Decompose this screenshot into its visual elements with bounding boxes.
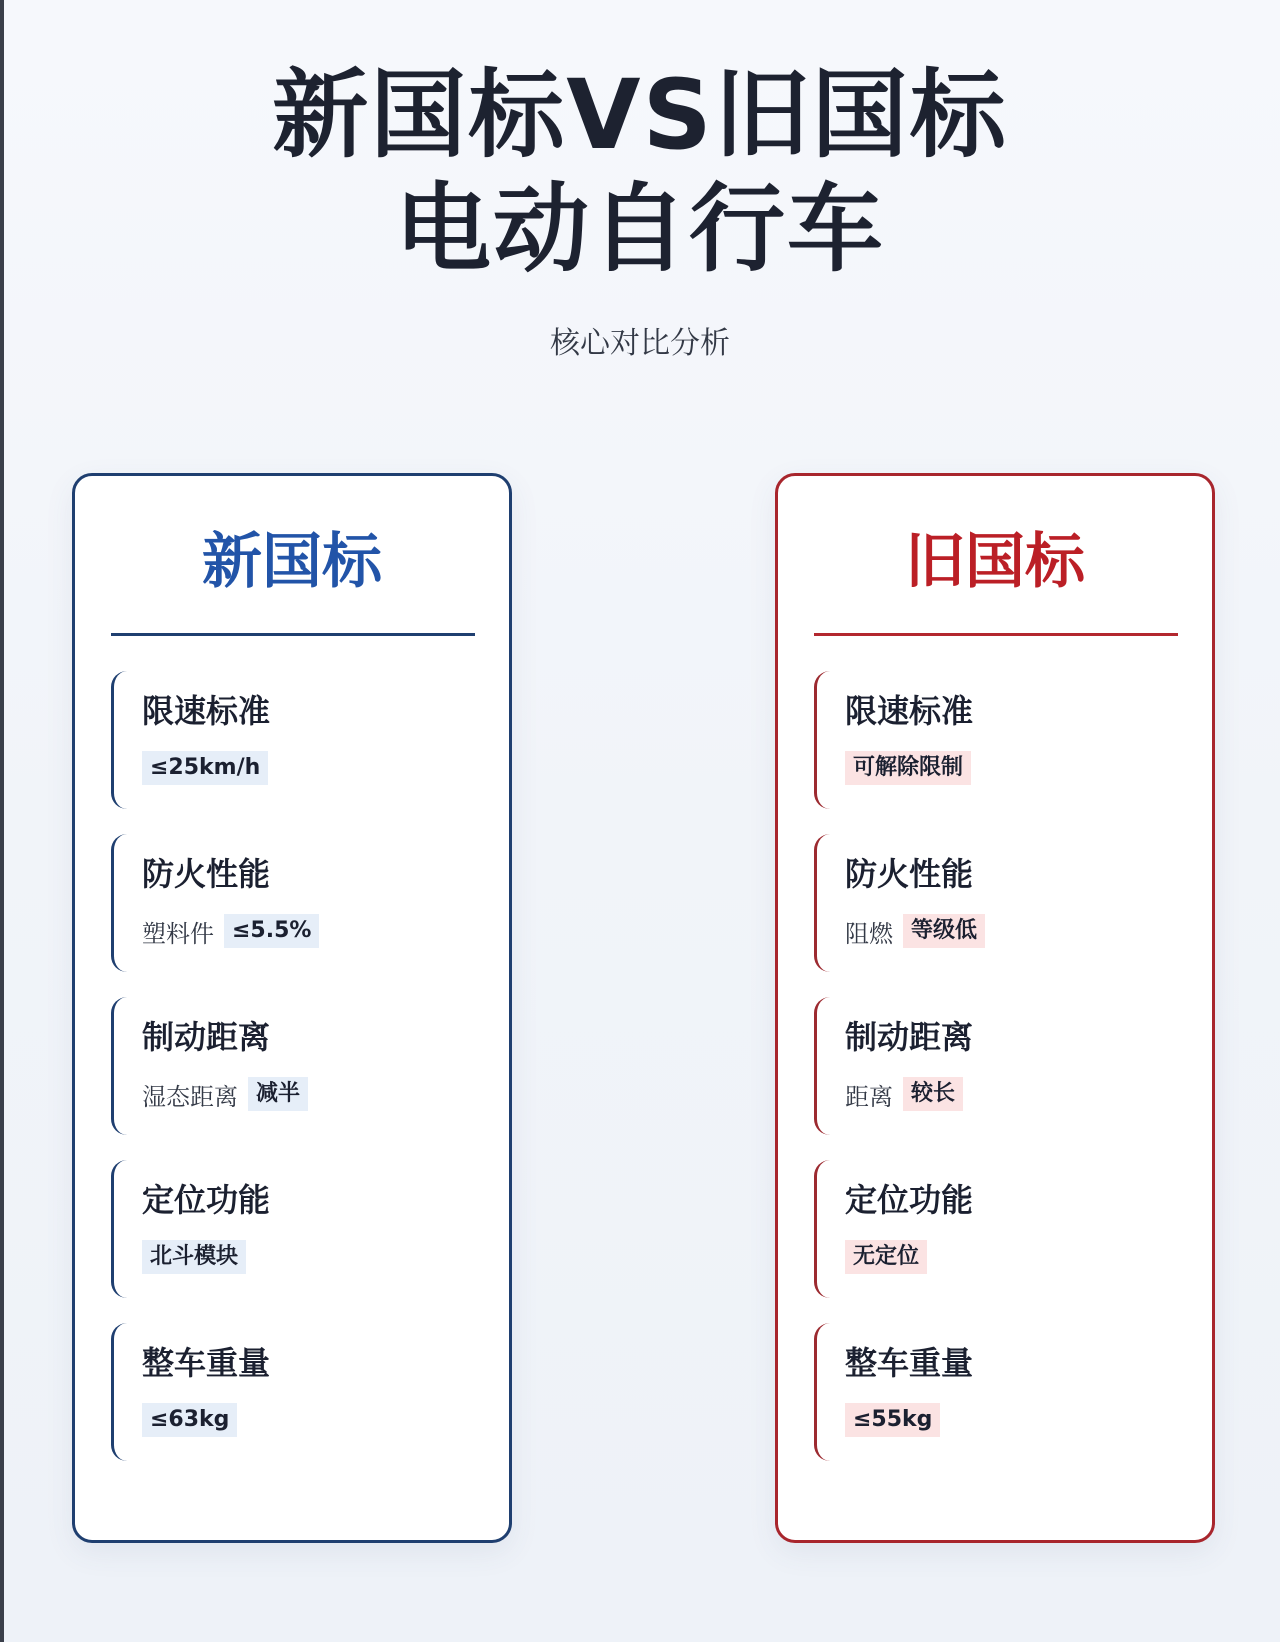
old-item-speed [814, 671, 1178, 809]
item-label: 制动距离 [845, 1018, 974, 1056]
item-value [845, 914, 985, 948]
item-label: 整车重量 [142, 1344, 271, 1382]
item-value [845, 1077, 963, 1111]
old-item-location [814, 1160, 1178, 1298]
item-value [142, 751, 268, 785]
item-tag: 较长 [903, 1077, 963, 1111]
item-value [142, 1077, 308, 1111]
item-label: 定位功能 [142, 1181, 271, 1219]
item-value [142, 914, 319, 948]
item-tag: 无定位 [845, 1240, 927, 1274]
item-label: 限速标准 [142, 692, 271, 730]
old-card-title: 旧国标 [905, 527, 1085, 597]
item-label: 限速标准 [845, 692, 974, 730]
item-value [845, 751, 971, 785]
item-prefix: 距离 [845, 1082, 893, 1111]
item-label: 防火性能 [845, 855, 974, 893]
item-tag: 等级低 [903, 914, 985, 948]
old-item-fire [814, 834, 1178, 972]
item-tag: ≤5.5% [224, 914, 319, 948]
page-title [0, 58, 1280, 286]
page-title-line2: 电动自行车 [395, 173, 885, 285]
item-prefix: 湿态距离 [142, 1082, 238, 1111]
item-label: 定位功能 [845, 1181, 974, 1219]
item-label: 防火性能 [142, 855, 271, 893]
new-item-weight [111, 1323, 475, 1461]
new-item-braking [111, 997, 475, 1135]
new-standard-card [72, 473, 512, 1543]
item-tag: 减半 [248, 1077, 308, 1111]
new-card-title: 新国标 [202, 527, 382, 597]
item-label: 整车重量 [845, 1344, 974, 1382]
item-tag: ≤25km/h [142, 751, 268, 785]
item-label: 制动距离 [142, 1018, 271, 1056]
item-tag: 可解除限制 [845, 751, 971, 785]
item-prefix: 塑料件 [142, 919, 214, 948]
page-subtitle: 核心对比分析 [550, 326, 730, 361]
item-tag: ≤55kg [845, 1403, 940, 1437]
item-prefix: 阻燃 [845, 919, 893, 948]
item-tag: ≤63kg [142, 1403, 237, 1437]
new-item-fire [111, 834, 475, 972]
item-value [845, 1240, 927, 1274]
item-value [845, 1403, 940, 1437]
item-value [142, 1240, 246, 1274]
old-item-weight [814, 1323, 1178, 1461]
old-card-divider [814, 633, 1178, 636]
old-item-braking [814, 997, 1178, 1135]
page-title-line1: 新国标VS旧国标 [272, 59, 1008, 171]
new-item-location [111, 1160, 475, 1298]
item-tag: 北斗模块 [142, 1240, 246, 1274]
item-value [142, 1403, 237, 1437]
new-item-speed [111, 671, 475, 809]
new-card-divider [111, 633, 475, 636]
old-standard-card [775, 473, 1215, 1543]
